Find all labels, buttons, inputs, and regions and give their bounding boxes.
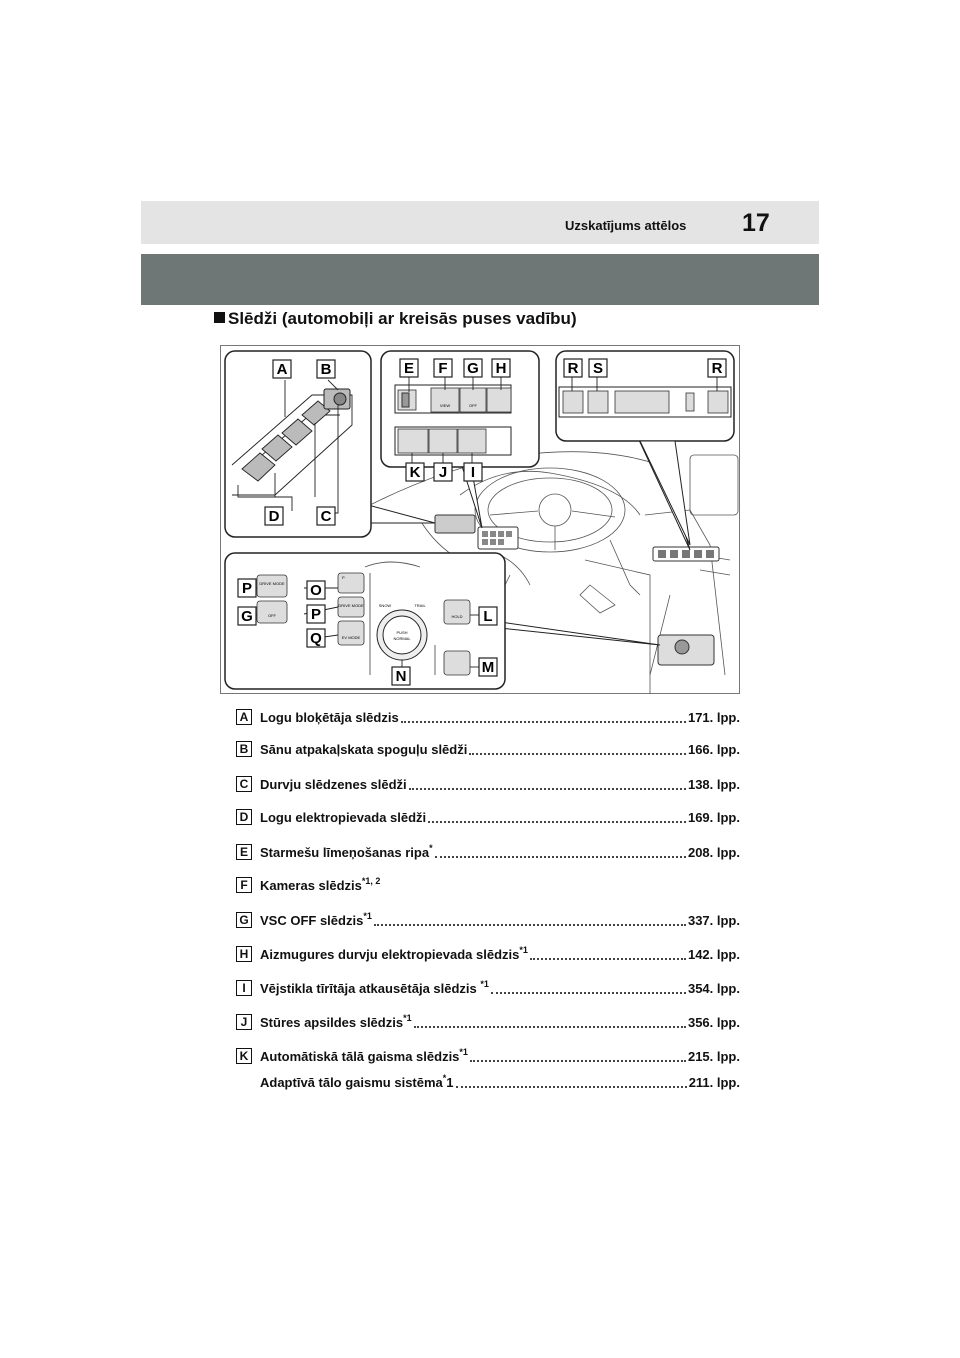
header-band (141, 254, 819, 305)
item-name: Aizmugures durvju elektropievada slēdzis$^{*1}$ (260, 944, 528, 962)
item-page: 354. lpp. (687, 980, 740, 996)
callout-p-right: P (310, 606, 322, 623)
item-page: 215. lpp. (687, 1048, 740, 1064)
callout-r-right: R (711, 360, 723, 377)
snow-label: SNOW (378, 603, 392, 608)
list-item (236, 1046, 740, 1066)
item-letter: I (236, 980, 252, 996)
callout-g-bottom: G (241, 608, 253, 625)
item-letter: D (236, 809, 252, 825)
leader-dots (456, 1086, 687, 1088)
header-title: Uzskatījums attēlos (565, 218, 687, 233)
leader-dots (414, 1026, 686, 1028)
leader-dots (428, 821, 686, 823)
item-name: Automātiskā tālā gaisma slēdzis$^{*1}$ (260, 1046, 468, 1064)
callout-f: F (438, 360, 448, 377)
square-bullet-icon (214, 312, 225, 323)
leader-dots (435, 856, 686, 858)
item-page: 356. lpp. (687, 1014, 740, 1030)
item-name: Kameras slēdzis$^{*1, 2}$ (260, 875, 381, 893)
section-title-text: Slēdži (automobiļi ar kreisās puses vadību) (228, 309, 577, 328)
callout-h: H (495, 360, 507, 377)
list-item (236, 910, 740, 930)
list-item (236, 1072, 740, 1092)
list-item (236, 944, 740, 964)
leader-dots (409, 788, 686, 790)
page-number: 17 (742, 209, 770, 237)
item-letter: F (236, 877, 252, 893)
callout-q: Q (310, 630, 322, 647)
item-letter: A (236, 709, 252, 725)
item-page: 166. lpp. (687, 741, 740, 757)
item-letter: B (236, 741, 252, 757)
drive-mode-label-left: DRIVE MODE (259, 581, 285, 586)
item-name: VSC OFF slēdzis$^{*1}$ (260, 910, 372, 928)
list-item (236, 774, 740, 794)
list-item (236, 707, 740, 727)
list-item (236, 875, 740, 895)
leader-dots (530, 958, 686, 960)
callout-k: K (409, 464, 421, 481)
item-letter (236, 1074, 252, 1090)
list-item (236, 1012, 740, 1032)
section-heading (214, 309, 577, 329)
item-letter: J (236, 1014, 252, 1030)
list-item (236, 739, 740, 759)
callout-g: G (467, 360, 479, 377)
view-switch-label: VIEW (439, 403, 451, 408)
normal-label: NORMAL (393, 636, 411, 641)
item-letter: H (236, 946, 252, 962)
list-item (236, 842, 740, 862)
hold-label: HOLD (451, 614, 463, 619)
park-label: P (342, 575, 345, 580)
ev-mode-label: EV MODE (341, 635, 361, 640)
callout-i: I (470, 464, 476, 481)
list-item (236, 978, 740, 998)
drive-mode-label-right: DRIVE MODE (338, 603, 364, 608)
leader-dots (374, 924, 686, 926)
leader-dots (470, 1060, 686, 1062)
callout-l: L (483, 608, 493, 625)
vsc-off-label: OFF (469, 403, 477, 408)
callout-p-left: P (241, 580, 253, 597)
callout-m: M (481, 659, 495, 676)
switches-illustration (220, 345, 740, 694)
leader-dots (491, 992, 686, 994)
item-page: 169. lpp. (687, 809, 740, 825)
item-page: 337. lpp. (687, 912, 740, 928)
item-name: Starmešu līmeņošanas ripa* (260, 842, 433, 860)
item-letter: G (236, 912, 252, 928)
item-letter: C (236, 776, 252, 792)
item-name: Logu bloķētāja slēdzis (260, 709, 399, 725)
leader-dots (401, 721, 686, 723)
item-page: 142. lpp. (687, 946, 740, 962)
item-page: 211. lpp. (688, 1074, 740, 1090)
item-letter: E (236, 844, 252, 860)
callout-d: D (268, 508, 280, 525)
callout-j: J (438, 464, 448, 481)
list-item (236, 807, 740, 827)
callout-a: A (276, 361, 288, 378)
item-name: Vējstikla tīrītāja atkausētāja slēdzis $^{*1}$ (260, 978, 489, 996)
trail-label: TRAIL (414, 603, 426, 608)
item-page: 138. lpp. (687, 776, 740, 792)
item-page: 208. lpp. (687, 844, 740, 860)
item-name: Durvju slēdzenes slēdži (260, 776, 407, 792)
item-letter: K (236, 1048, 252, 1064)
push-label: PUSH (396, 630, 408, 635)
item-page: 171. lpp. (687, 709, 740, 725)
item-name: Sānu atpakaļskata spoguļu slēdži (260, 741, 468, 757)
leader-dots (469, 753, 686, 755)
item-name: Logu elektropievada slēdži (260, 809, 427, 825)
callout-s: S (592, 360, 604, 377)
callout-o: O (310, 582, 322, 599)
callout-b: B (320, 361, 332, 378)
callout-n: N (395, 668, 407, 685)
callout-c: C (320, 508, 332, 525)
item-name: Stūres apsildes slēdzis$^{*1}$ (260, 1012, 412, 1030)
header-bar (141, 201, 819, 244)
callout-r-left: R (567, 360, 579, 377)
item-name: Adaptīvā tālo gaismu sistēma*1 (260, 1072, 454, 1090)
off-label-left: OFF (268, 613, 276, 618)
callout-e: E (403, 360, 415, 377)
